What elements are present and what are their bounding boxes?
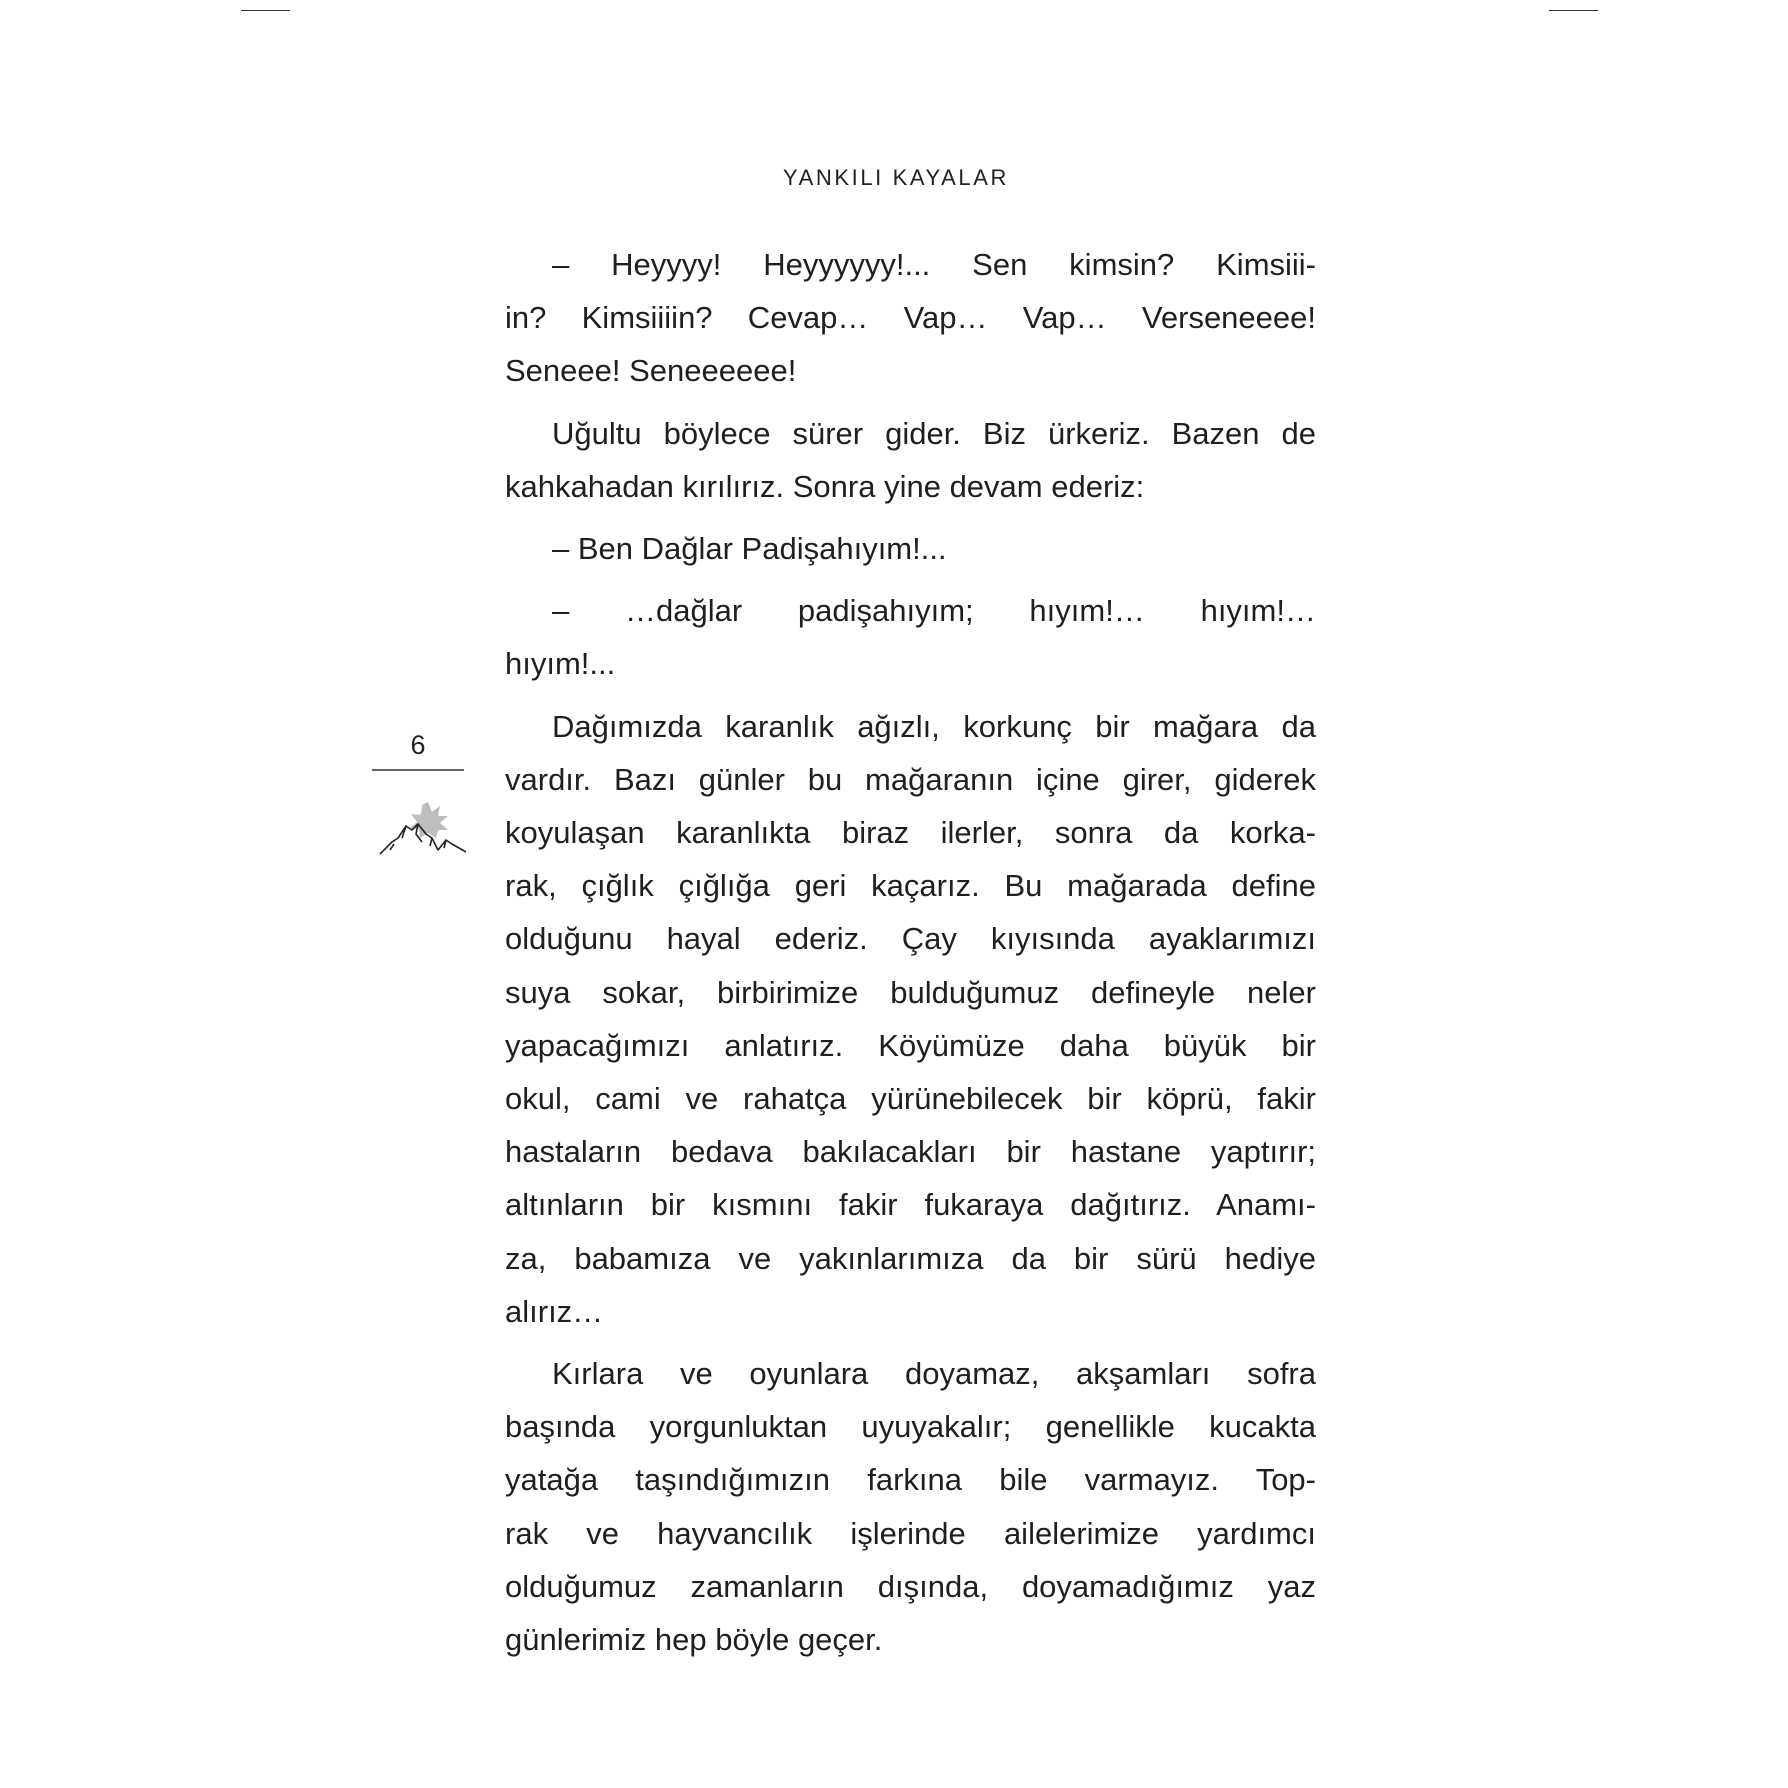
text-line: alırız… — [505, 1293, 604, 1329]
text-line: hastaların bedava bakılacakları bir hastane yaptırır; — [505, 1134, 1316, 1170]
text-line: rak, çığlık çığlığa geri kaçarız. Bu mağarada define — [505, 868, 1316, 904]
text-line: olduğunu hayal ederiz. Çay kıyısında ayaklarımızı — [505, 921, 1316, 957]
text-line: in? Kimsiiiin? Cevap… Vap… Vap… Verseneeee! — [505, 300, 1316, 336]
text-line: hıyım!... — [505, 646, 616, 682]
text-line: Kırlara ve oyunlara doyamaz, akşamları sofra — [552, 1356, 1316, 1392]
paragraph — [505, 700, 1316, 1338]
text-line: yatağa taşındığımızın farkına bile varmayız. Top- — [505, 1462, 1316, 1498]
text-line: koyulaşan karanlıkta biraz ilerler, sonra da korka- — [505, 815, 1316, 851]
paragraph — [505, 522, 1316, 575]
text-line: – Heyyyy! Heyyyyyy!... Sen kimsin? Kimsiii- — [552, 247, 1316, 282]
text-line: Uğultu böylece sürer gider. Biz ürkeriz. Bazen de — [552, 415, 1316, 451]
body-text — [505, 238, 1316, 1675]
crop-mark-left — [241, 10, 290, 11]
text-line: – Ben Dağlar Padişahıyım!... — [552, 531, 947, 567]
paragraph — [505, 407, 1316, 513]
text-line: altınların bir kısmını fakir fukaraya dağıtırız. Anamı- — [505, 1187, 1316, 1223]
text-line: suya sokar, birbirimize bulduğumuz defineyle neler — [505, 974, 1316, 1010]
text-line: başında yorgunluktan uyuyakalır; genellikle kucakta — [505, 1409, 1316, 1445]
page-number-rule — [372, 769, 464, 771]
paragraph — [505, 584, 1316, 690]
text-line: Seneee! Seneeeeee! — [505, 353, 797, 389]
crop-mark-right — [1549, 10, 1598, 11]
text-line: Dağımızda karanlık ağızlı, korkunç bir mağara da — [552, 708, 1316, 744]
text-line: – …dağlar padişahıyım; hıyım!… hıyım!… — [552, 593, 1316, 629]
text-line: günlerimiz hep böyle geçer. — [505, 1622, 883, 1658]
sun-over-mountains-icon — [376, 798, 470, 860]
text-line: yapacağımızı anlatırız. Köyümüze daha büyük bir — [505, 1027, 1316, 1063]
page-number: 6 — [410, 730, 426, 760]
text-line: olduğumuz zamanların dışında, doyamadığımız yaz — [505, 1568, 1316, 1604]
text-line: kahkahadan kırılırız. Sonra yine devam ederiz: — [505, 468, 1145, 504]
running-head: YANKILI KAYALAR — [782, 165, 1010, 190]
paragraph — [505, 238, 1316, 398]
text-line: za, babamıza ve yakınlarımıza da bir sürü hediye — [505, 1240, 1316, 1276]
text-line: rak ve hayvancılık işlerinde ailelerimize yardımcı — [505, 1515, 1316, 1551]
text-line: vardır. Bazı günler bu mağaranın içine girer, giderek — [505, 761, 1316, 797]
paragraph — [505, 1347, 1316, 1666]
text-line: okul, cami ve rahatça yürünebilecek bir köprü, fakir — [505, 1081, 1316, 1117]
